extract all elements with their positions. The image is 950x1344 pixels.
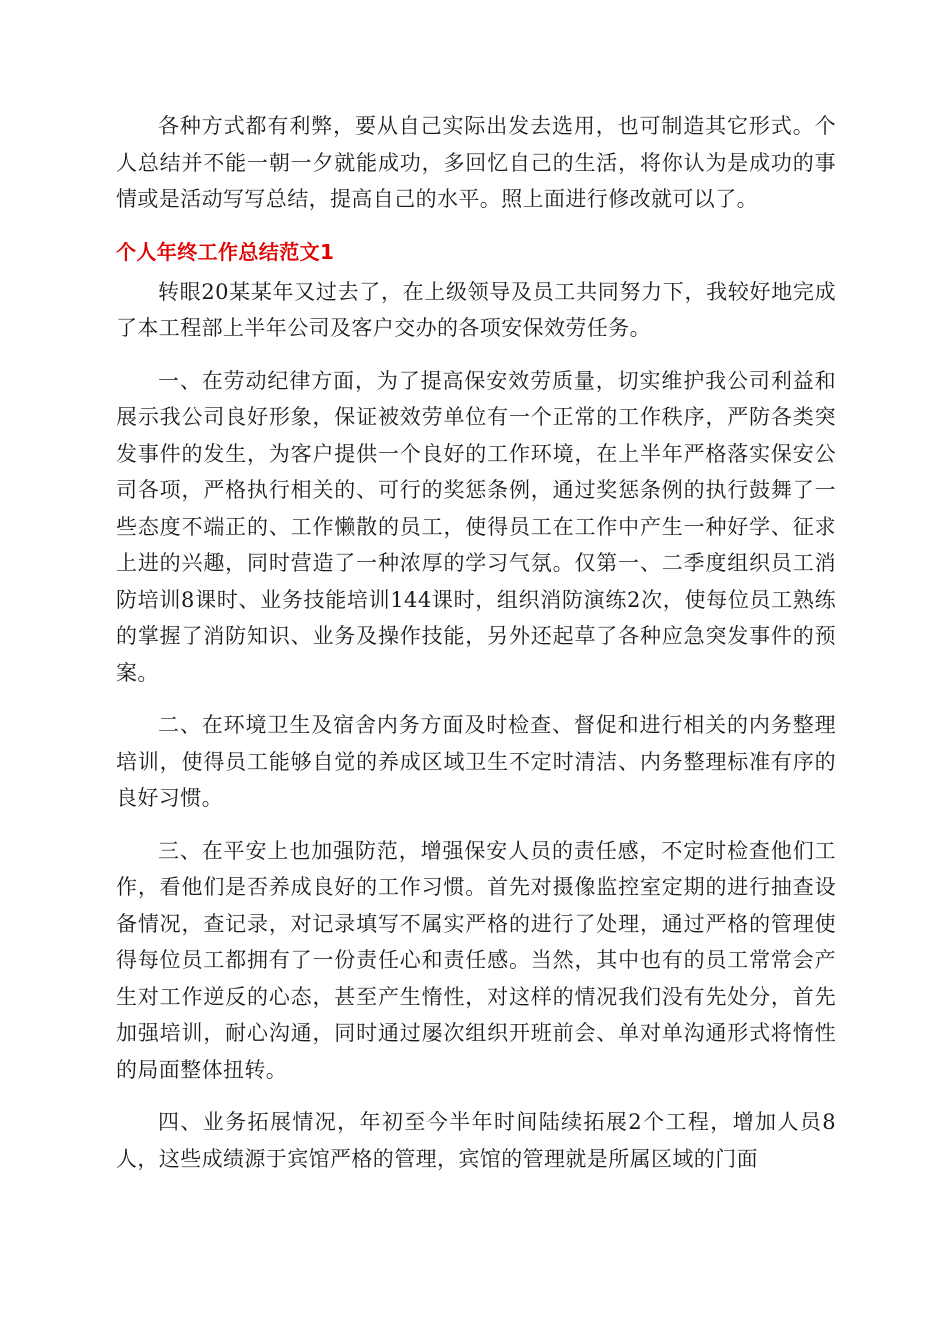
paragraph-opening: 转眼20某某年又过去了，在上级领导及员工共同努力下，我较好地完成了本工程部上半年公司及客户交办的各项安保效劳任务。 bbox=[116, 279, 836, 340]
spacer bbox=[116, 347, 836, 363]
paragraph-environment-hygiene: 二、在环境卫生及宿舍内务方面及时检查、督促和进行相关的内务整理培训，使得员工能够自觉的养成区域卫生不定时清洁、内务整理标准有序的良好习惯。 bbox=[116, 713, 836, 810]
section-heading: 个人年终工作总结范文1 bbox=[116, 239, 335, 264]
intro-paragraph: 各种方式都有利弊，要从自己实际出发去选用，也可制造其它形式。个人总结并不能一朝一夕就能成功，多回忆自己的生活，将你认为是成功的事情或是活动写写总结，提高自己的水平。照上面进行修改就可以了。 bbox=[116, 114, 836, 211]
spacer bbox=[116, 218, 836, 234]
paragraph-business-expansion: 四、业务拓展情况，年初至今半年时间陆续拓展2个工程，增加人员8人，这些成绩源于宾馆严格的管理，宾馆的管理就是所属区域的门面 bbox=[116, 1110, 836, 1171]
spacer bbox=[116, 691, 836, 707]
spacer bbox=[116, 817, 836, 833]
paragraph-safety: 三、在平安上也加强防范，增强保安人员的责任感，不定时检查他们工作，看他们是否养成良好的工作习惯。首先对摄像监控室定期的进行抽查设备情况，查记录，对记录填写不属实严格的进行了处理，通过严格的管理使得每位员工都拥有了一份责任心和责任感。当然，其中也有的员工常常会产生对工作逆反的心态，甚至产生惰性，对这样的情况我们没有先处分，首先加强培训，耐心沟通，同时通过屡次组织开班前会、单对单沟通形式将惰性的局面整体扭转。 bbox=[116, 838, 836, 1082]
paragraph-labor-discipline: 一、在劳动纪律方面，为了提高保安效劳质量，切实维护我公司利益和展示我公司良好形象，保证被效劳单位有一个正常的工作秩序，严防各类突发事件的发生，为客户提供一个良好的工作环境，在上半年严格落实保安公司各项，严格执行相关的、可行的奖惩条例，通过奖惩条例的执行鼓舞了一些态度不端正的、工作懒散的员工，使得员工在工作中产生一种好学、征求上进的兴趣，同时营造了一种浓厚的学习气氛。仅第一、二季度组织员工消防培训8课时、业务技能培训144课时，组织消防演练2次，使每位员工熟练的掌握了消防知识、业务及操作技能，另外还起草了各种应急突发事件的预案。 bbox=[116, 368, 836, 685]
spacer bbox=[116, 1088, 836, 1104]
document-body bbox=[116, 108, 836, 1177]
